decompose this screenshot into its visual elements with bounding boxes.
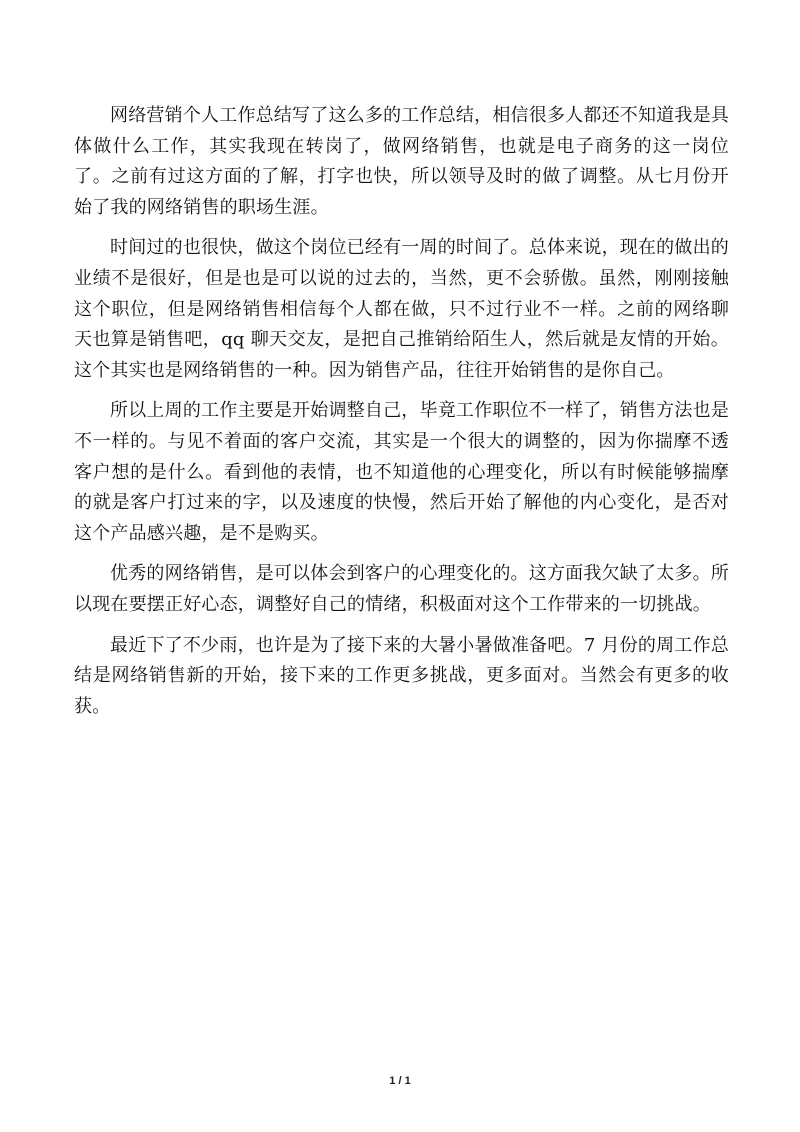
paragraph: 时间过的也很快，做这个岗位已经有一周的时间了。总体来说，现在的做出的业绩不是很好，但是也是可以说的过去的，当然，更不会骄傲。虽然，刚刚接触这个职位，但是网络销售相信每个人都在做，只不过行业不一样。之前的网络聊天也算是销售吧，qq 聊天交友，是把自己推销给陌生人，然后就是友情的开始。这个其实也是网络销售的一种。因为销售产品，往往开始销售的是你自己。 <box>74 237 729 381</box>
paragraph: 网络营销个人工作总结写了这么多的工作总结，相信很多人都还不知道我是具体做什么工作，其实我现在转岗了，做网络销售，也就是电子商务的这一岗位了。之前有过这方面的了解，打字也快，所以领导及时的做了调整。从七月份开始了我的网络销售的职场生涯。 <box>74 105 729 218</box>
paragraph: 优秀的网络销售，是可以体会到客户的心理变化的。这方面我欠缺了太多。所以现在要摆正好心态，调整好自己的情绪，积极面对这个工作带来的一切挑战。 <box>74 563 729 615</box>
paragraph: 最近下了不少雨，也许是为了接下来的大暑小暑做准备吧。7 月份的周工作总结是网络销售新的开始，接下来的工作更多挑战，更多面对。当然会有更多的收获。 <box>74 634 729 717</box>
document-body <box>74 101 729 732</box>
page-number: 1 / 1 <box>389 1075 411 1087</box>
paragraph: 所以上周的工作主要是开始调整自己，毕竟工作职位不一样了，销售方法也是不一样的。与见不着面的客户交流，其实是一个很大的调整的，因为你揣摩不透客户想的是什么。看到他的表情，也不知道他的心理变化，所以有时候能够揣摩的就是客户打过来的字，以及速度的快慢，然后开始了解他的内心变化，是否对这个产品感兴趣，是不是购买。 <box>74 400 729 544</box>
